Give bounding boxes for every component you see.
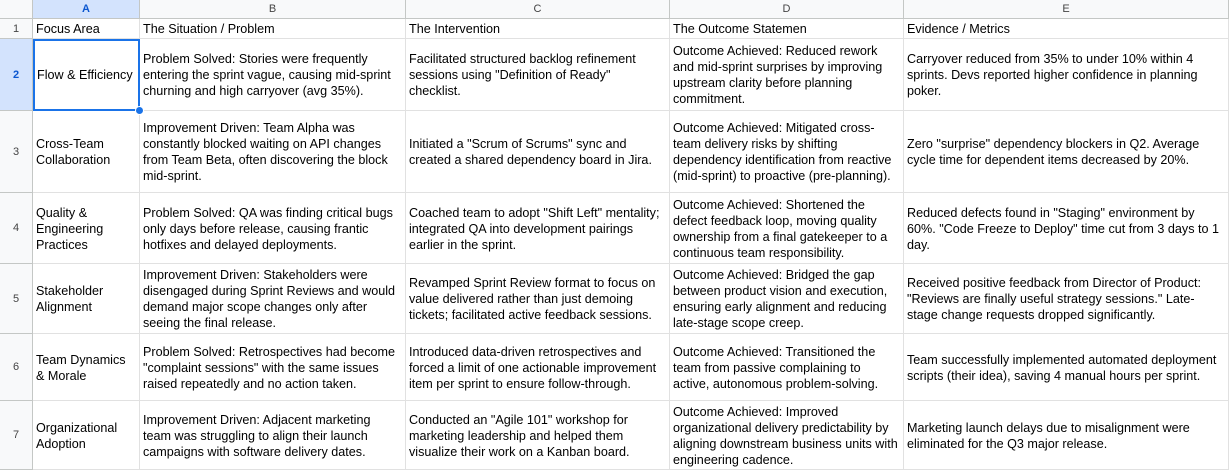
column-header-e[interactable]: E (904, 0, 1229, 19)
column-header-a[interactable]: A (33, 0, 140, 19)
cell-e4[interactable]: Reduced defects found in "Staging" environment by 60%. "Code Freeze to Deploy" time cut from 3 days to 1 day. (904, 193, 1229, 264)
cell-e6[interactable]: Team successfully implemented automated deployment scripts (their idea), saving 4 manual hours per sprint. (904, 334, 1229, 401)
cell-a4[interactable]: Quality & Engineering Practices (33, 193, 140, 264)
cell-d2[interactable]: Outcome Achieved: Reduced rework and mid-sprint surprises by improving upstream clarity before planning commitment. (670, 39, 904, 111)
cell-d4[interactable]: Outcome Achieved: Shortened the defect feedback loop, moving quality ownership from a final gatekeeper to a continuous team responsibility. (670, 193, 904, 264)
header-cell-a[interactable]: Focus Area (33, 19, 140, 39)
header-cell-e[interactable]: Evidence / Metrics (904, 19, 1229, 39)
column-header-d[interactable]: D (670, 0, 904, 19)
row-header-7[interactable]: 7 (0, 401, 33, 470)
cell-d6[interactable]: Outcome Achieved: Transitioned the team from passive complaining to active, autonomous problem-solving. (670, 334, 904, 401)
row-header-2[interactable]: 2 (0, 39, 33, 111)
row-header-3[interactable]: 3 (0, 111, 33, 193)
header-cell-d[interactable]: The Outcome Statemen (670, 19, 904, 39)
row-header-6[interactable]: 6 (0, 334, 33, 401)
cell-a6[interactable]: Team Dynamics & Morale (33, 334, 140, 401)
column-header-c[interactable]: C (406, 0, 670, 19)
row-header-1[interactable]: 1 (0, 19, 33, 39)
row-header-5[interactable]: 5 (0, 264, 33, 334)
cell-b6[interactable]: Problem Solved: Retrospectives had become "complaint sessions" with the same issues raised repeatedly and no action taken. (140, 334, 406, 401)
cell-c4[interactable]: Coached team to adopt "Shift Left" mentality; integrated QA into development pairings earlier in the sprint. (406, 193, 670, 264)
cell-c5[interactable]: Revamped Sprint Review format to focus on value delivered rather than just demoing tickets; facilitated active feedback sessions. (406, 264, 670, 334)
cell-c3[interactable]: Initiated a "Scrum of Scrums" sync and created a shared dependency board in Jira. (406, 111, 670, 193)
cell-a5[interactable]: Stakeholder Alignment (33, 264, 140, 334)
cell-b4[interactable]: Problem Solved: QA was finding critical bugs only days before release, causing frantic hotfixes and delayed deployments. (140, 193, 406, 264)
cell-d7[interactable]: Outcome Achieved: Improved organizational delivery predictability by aligning downstream business units with engineering cadence. (670, 401, 904, 470)
cell-d3[interactable]: Outcome Achieved: Mitigated cross-team delivery risks by shifting dependency identification from reactive (mid-sprint) to proactive (pre-planning). (670, 111, 904, 193)
cell-b5[interactable]: Improvement Driven: Stakeholders were disengaged during Sprint Reviews and would demand major scope changes only after seeing the final release. (140, 264, 406, 334)
row-header-4[interactable]: 4 (0, 193, 33, 264)
select-all-corner[interactable] (0, 0, 33, 19)
cell-e3[interactable]: Zero "surprise" dependency blockers in Q2. Average cycle time for dependent items decreased by 20%. (904, 111, 1229, 193)
cell-b3[interactable]: Improvement Driven: Team Alpha was constantly blocked waiting on API changes from Team Beta, often discovering the block mid-sprint. (140, 111, 406, 193)
cell-a7[interactable]: Organizational Adoption (33, 401, 140, 470)
cell-d5[interactable]: Outcome Achieved: Bridged the gap between product vision and execution, ensuring early alignment and reducing late-stage scope creep. (670, 264, 904, 334)
cell-c2[interactable]: Facilitated structured backlog refinement sessions using "Definition of Ready" checklist. (406, 39, 670, 111)
cell-e7[interactable]: Marketing launch delays due to misalignment were eliminated for the Q3 major release. (904, 401, 1229, 470)
cell-c7[interactable]: Conducted an "Agile 101" workshop for marketing leadership and helped them visualize their work on a Kanban board. (406, 401, 670, 470)
cell-e2[interactable]: Carryover reduced from 35% to under 10% within 4 sprints. Devs reported higher confidence in planning poker. (904, 39, 1229, 111)
fill-handle[interactable] (135, 106, 144, 115)
header-cell-c[interactable]: The Intervention (406, 19, 670, 39)
column-header-b[interactable]: B (140, 0, 406, 19)
cell-a3[interactable]: Cross-Team Collaboration (33, 111, 140, 193)
cell-e5[interactable]: Received positive feedback from Director of Product: "Reviews are finally useful strategy sessions." Late-stage change requests dropped significantly. (904, 264, 1229, 334)
header-cell-b[interactable]: The Situation / Problem (140, 19, 406, 39)
cell-a2[interactable]: Flow & Efficiency (33, 39, 140, 111)
cell-c6[interactable]: Introduced data-driven retrospectives and forced a limit of one actionable improvement item per sprint to ensure follow-through. (406, 334, 670, 401)
cell-b7[interactable]: Improvement Driven: Adjacent marketing team was struggling to align their launch campaigns with software delivery dates. (140, 401, 406, 470)
cell-b2[interactable]: Problem Solved: Stories were frequently entering the sprint vague, causing mid-sprint churning and high carryover (avg 35%). (140, 39, 406, 111)
